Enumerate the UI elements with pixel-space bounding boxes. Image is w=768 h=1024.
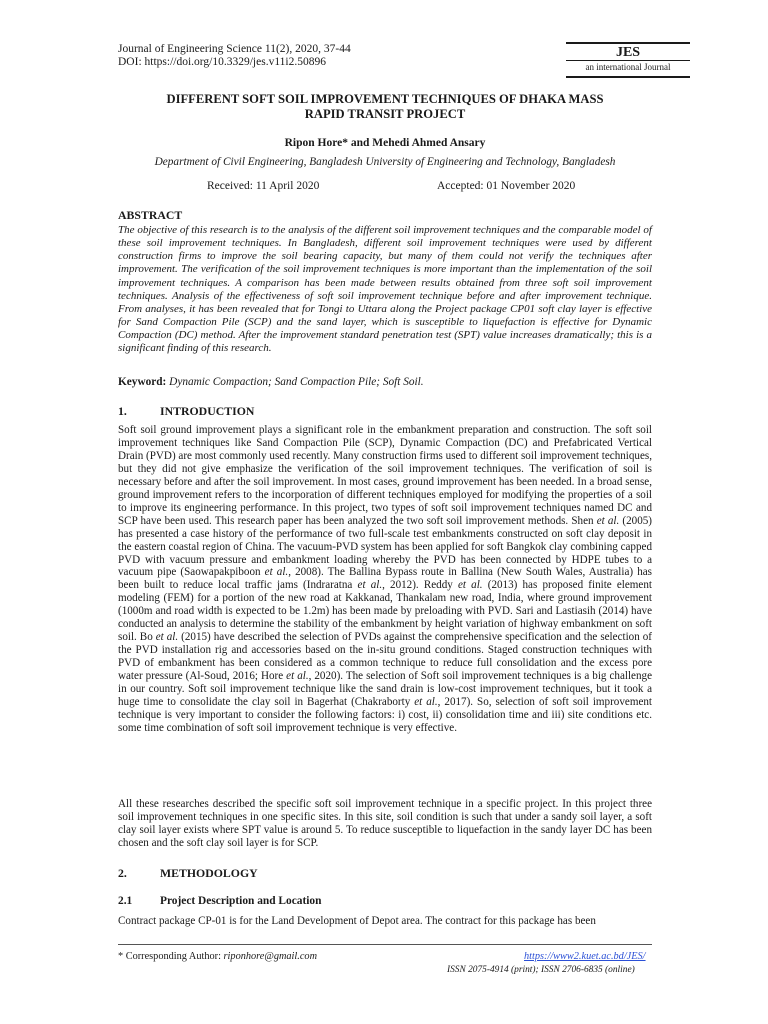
journal-logo [566, 42, 690, 78]
logo-subtitle: an international Journal [585, 62, 671, 72]
corresponding-label: * Corresponding Author: [118, 951, 224, 962]
section-number: 2. [118, 866, 127, 880]
corresponding-author [118, 951, 317, 962]
keywords-label: Keyword: [118, 376, 167, 388]
logo-bottom-rule [566, 76, 690, 78]
journal-url-link[interactable]: https://www2.kuet.ac.bd/JES/ [524, 951, 646, 962]
subsection-number: 2.1 [118, 895, 133, 907]
section-number: 1. [118, 404, 127, 418]
title-line-2: RAPID TRANSIT PROJECT [304, 107, 466, 121]
logo-top-rule [566, 42, 690, 44]
logo-mid-rule [566, 60, 690, 61]
received-date: Received: 11 April 2020 [207, 180, 320, 192]
abstract-heading: ABSTRACT [118, 208, 183, 222]
accepted-date: Accepted: 01 November 2020 [437, 180, 576, 192]
section-title: METHODOLOGY [160, 866, 258, 880]
section-heading-methodology [118, 866, 418, 882]
author-email[interactable]: riponhore@gmail.com [223, 951, 318, 962]
introduction-body [118, 424, 652, 735]
author-list: Ripon Hore* and Mehedi Ahmed Ansary [284, 137, 486, 149]
doi-line[interactable]: DOI: https://doi.org/10.3329/jes.v11i2.50896 [118, 56, 326, 68]
subsection-title: Project Description and Location [160, 895, 322, 907]
paper-title [118, 92, 652, 122]
intro-paragraph-1: Soft soil ground improvement plays a significant role in the embankment preparation and construction. The soft soil improvement techniques like Sand Compaction Pile (SCP), Dynamic Compaction (DC) and Prefabricated Vertical Drain (PVD) are most commonly used recently. Many construction firms used to different soil improvement techniques, but they did not give emphasize the verification of the soil improvement techniques. The verification of soil is necessary before and after the soil improvement. In most cases, ground improvement has been needed. In a broad sense, ground improvement refers to the incorporation of different techniques employed for modifying the properties of a soil to improve its engineering performance. In this project, two types of soft soil improvement techniques named DC and SCP have been used. This research paper has been analyzed the two soft soil improvement methods. Shen et al. (2005) has presented a case history of the performance of two full-scale test embankments constructed on soft clay deposit in the eastern coastal region of China. The vacuum-PVD system has been applied for soft Bangkok clay combining capped PVD with vacuum pressure and embankment loading whereby the PVD has been connected by HDPE tubes to a vacuum pipe (Saowapakpiboon et al., 2008). The Ballina Bypass route in Ballina (New South Wales, Australia) has been built to reduce local traffic jams (Indraratna et al., 2012). Reddy et al. (2013) has proposed finite element modeling (FEM) for a portion of the new road at Kakkanad, Thankalam new road, India, where ground improvement (1000m and road width is expected to be 1.2m) has been made by preloading with PVD. Sari and Lastiasih (2014) have conducted an analysis to determine the stability of the embankment by height variation of highway embankment on soft soil. Bo et al. (2015) have described the selection of PVDs against the comprehensive specification and the selection of the PVD installation rig and accessories based on the in-situ ground conditions. Staged construction techniques with PVD of embankment has been considered as a common technique to reduce full consolidation and the excess pore water pressure (Al-Soud, 2016; Hore et al., 2020). The selection of Soft soil improvement techniques is a big challenge in our country. Soft soil improvement technique like the sand drain is low-cost improvement techniques, but it took a huge time to consolidate the clay soil in Bagerhat (Chakraborty et al., 2017). So, selection of soft soil improvement technique is very important to consider the following factors: i) cost, ii) consolidation time and iii) site conditions etc. some time combination of soft soil improvement technique is very effective. [118, 424, 652, 734]
logo-title: JES [615, 45, 641, 60]
subsection-text: Contract package CP-01 is for the Land Development of Depot area. The contract for this package has been [118, 915, 596, 927]
keywords-text: Dynamic Compaction; Sand Compaction Pile; Soft Soil. [169, 376, 424, 388]
section-title: INTRODUCTION [160, 404, 255, 418]
issn-line: ISSN 2075-4914 (print); ISSN 2706-6835 (online) [447, 965, 635, 975]
abstract-text: The objective of this research is to the analysis of the different soil improvement techniques and the comparable model of these soil improvement techniques. In Bangladesh, different soil improvement techniques were used by different construction firms to improve the soil bearing capacity, but many of them could not verify the techniques after improvement. The verification of the soil improvement techniques is more important than the implementation of the soil improvement techniques. A comparison has been made between results obtained from three soft soil improvement techniques. Analysis of the effectiveness of soft soil improvement technique before and after improvement technique. From analyses, it has been revealed that for Tongi to Uttara along the Project package CP01 soft clay layer is effective for Sand Compaction Pile (SCP) and the sand layer, which is susceptible to liquefaction is effective for Dynamic Compaction (DC) method. After the improvement standard penetration test (SPT) value increases dramatically; this is a significant finding of this research. [118, 224, 652, 355]
intro-paragraph-2: All these researches described the specific soft soil improvement technique in a specific project. In this project three soil improvement techniques in one specific sites. In this site, soil condition is such that under a sandy soil layer, a soft clay soil layer exists where SPT value is around 5. To reduce susceptible to liquefaction in the sandy layer DC has been chosen and the soft clay soil layer is for SCP. [118, 798, 652, 849]
title-line-1: DIFFERENT SOFT SOIL IMPROVEMENT TECHNIQUES OF DHAKA MASS [166, 92, 604, 106]
keywords [118, 376, 424, 388]
footnote-rule [118, 944, 652, 945]
journal-header [118, 43, 351, 69]
subsection-heading-project-description [118, 895, 518, 911]
affiliation: Department of Civil Engineering, Bangladesh University of Engineering and Technology, Bangladesh [154, 156, 616, 168]
journal-citation: Journal of Engineering Science 11(2), 2020, 37-44 [118, 43, 351, 55]
section-heading-introduction [118, 404, 418, 420]
